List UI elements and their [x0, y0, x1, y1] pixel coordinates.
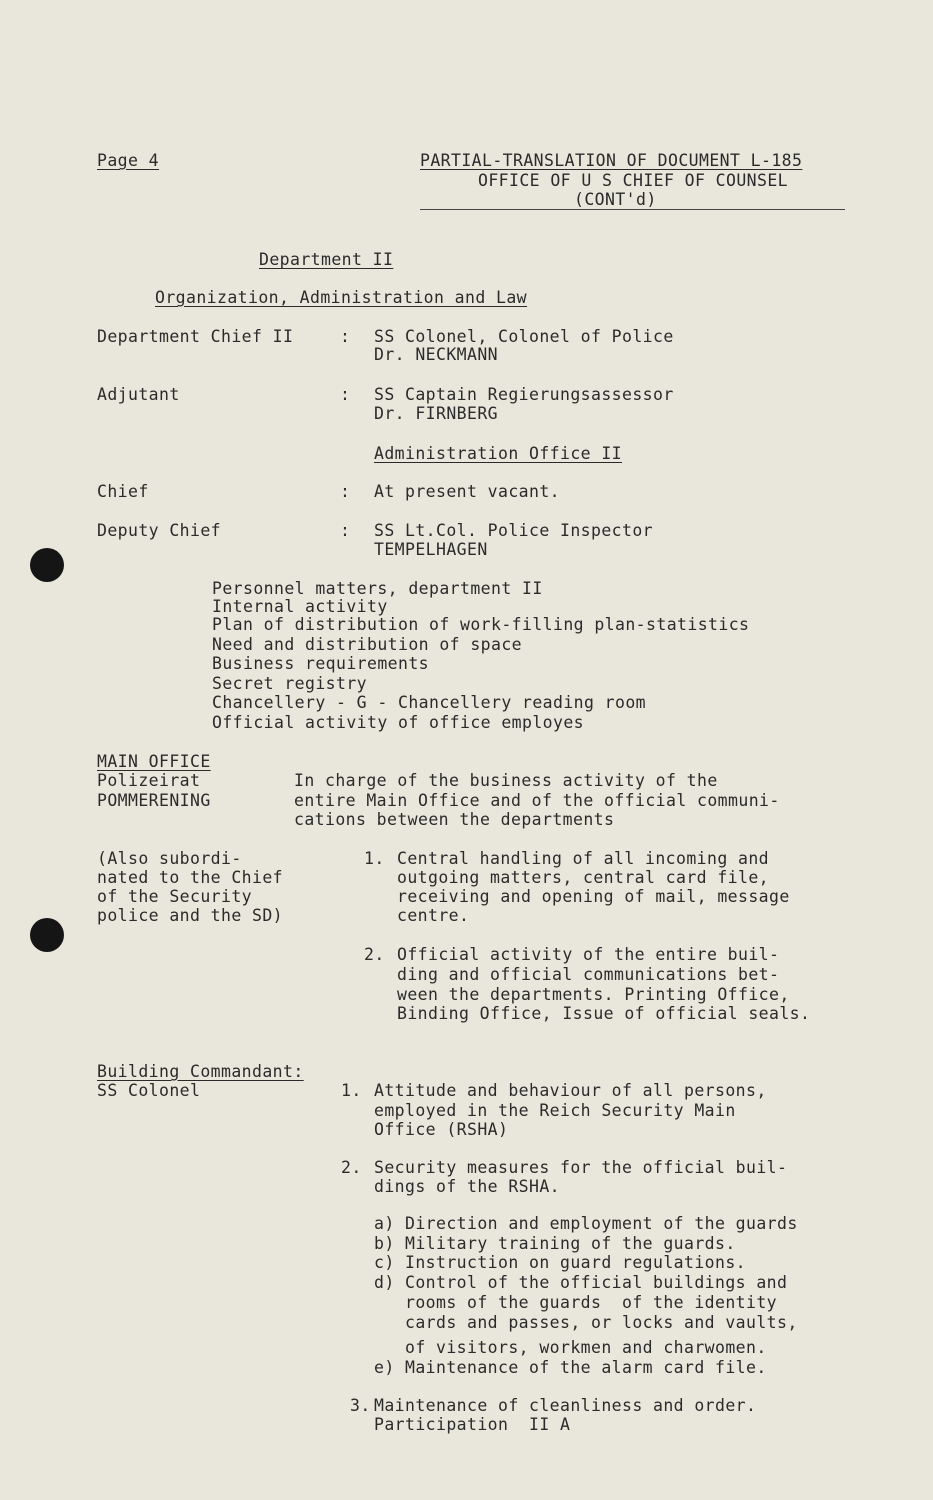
- department-subheading: Organization, Administration and Law: [155, 288, 528, 307]
- building-item3-line: Participation II A: [374, 1415, 571, 1434]
- row-sep: :: [340, 385, 351, 404]
- main-office-item1-line: Central handling of all incoming and: [397, 849, 770, 868]
- row-value-line1: SS Lt.Col. Police Inspector: [374, 521, 654, 540]
- main-office-desc-line: entire Main Office and of the official communi-: [294, 791, 780, 810]
- main-office-item2-line: ween the departments. Printing Office,: [397, 985, 790, 1004]
- building-item1-line: Office (RSHA): [374, 1120, 509, 1139]
- building-item1-line: employed in the Reich Security Main: [374, 1101, 736, 1120]
- row-label-deputy-chief: Deputy Chief: [97, 521, 222, 540]
- punch-hole-bottom: [30, 918, 64, 952]
- page-label: Page 4: [97, 151, 160, 170]
- row-value-line1: At present vacant.: [374, 482, 561, 501]
- main-office-item-number: 2.: [364, 945, 385, 964]
- main-office-item1-line: receiving and opening of mail, message: [397, 887, 790, 906]
- row-sep: :: [340, 482, 351, 501]
- row-label-chief: Chief: [97, 482, 149, 501]
- row-sep: :: [340, 521, 351, 540]
- building-item-number: 2.: [341, 1158, 362, 1177]
- duty-item: Secret registry: [212, 674, 368, 693]
- building-item2-line: dings of the RSHA.: [374, 1177, 561, 1196]
- building-item-number: 1.: [341, 1081, 362, 1100]
- main-office-item2-line: Official activity of the entire buil-: [397, 945, 780, 964]
- building-subitem: rooms of the guards of the identity: [374, 1293, 778, 1312]
- building-item2-line: Security measures for the official buil-: [374, 1158, 788, 1177]
- building-commandant-heading: Building Commandant:: [97, 1062, 304, 1081]
- building-item-number: 3.: [350, 1396, 371, 1415]
- building-item1-line: Attitude and behaviour of all persons,: [374, 1081, 767, 1100]
- main-office-item1-line: centre.: [397, 906, 470, 925]
- main-office-item2-line: Binding Office, Issue of official seals.: [397, 1004, 811, 1023]
- row-label-department-chief: Department Chief II: [97, 327, 294, 346]
- building-subitem: b) Military training of the guards.: [374, 1234, 736, 1253]
- admin-office-heading: Administration Office II: [374, 444, 623, 463]
- main-office-desc-line: In charge of the business activity of the: [294, 771, 718, 790]
- duty-item: Official activity of office employes: [212, 713, 585, 732]
- header-title-line2: OFFICE OF U S CHIEF OF COUNSEL: [478, 171, 789, 190]
- duty-item: Business requirements: [212, 654, 430, 673]
- building-item3-line: Maintenance of cleanliness and order.: [374, 1396, 757, 1415]
- header-title-line3: (CONT'd): [574, 190, 657, 209]
- main-office-person-line2: POMMERENING: [97, 791, 211, 810]
- building-subitem: c) Instruction on guard regulations.: [374, 1253, 747, 1272]
- department-heading: Department II: [259, 250, 394, 269]
- main-office-note-line: (Also subordi-: [97, 849, 242, 868]
- row-value-line1: SS Colonel, Colonel of Police: [374, 327, 674, 346]
- header-title-line1: PARTIAL-TRANSLATION OF DOCUMENT L-185: [420, 151, 803, 170]
- building-subitem: a) Direction and employment of the guards: [374, 1214, 798, 1233]
- row-value-line1: SS Captain Regierungsassessor: [374, 385, 674, 404]
- duty-item: Personnel matters, department II: [212, 579, 543, 598]
- duty-item: Plan of distribution of work-filling plan-statistics: [212, 615, 750, 634]
- duty-item: Chancellery - G - Chancellery reading room: [212, 693, 647, 712]
- main-office-item1-line: outgoing matters, central card file,: [397, 868, 770, 887]
- row-value-line2: Dr. FIRNBERG: [374, 404, 499, 423]
- duty-item: Internal activity: [212, 597, 388, 616]
- row-label-adjutant: Adjutant: [97, 385, 180, 404]
- main-office-item2-line: ding and official communications bet-: [397, 965, 780, 984]
- building-subitem: e) Maintenance of the alarm card file.: [374, 1358, 767, 1377]
- building-subitem: of visitors, workmen and charwomen.: [374, 1338, 767, 1357]
- main-office-note-line: police and the SD): [97, 906, 284, 925]
- header-rule: [420, 209, 845, 210]
- main-office-desc-line: cations between the departments: [294, 810, 615, 829]
- main-office-note-line: of the Security: [97, 887, 253, 906]
- row-value-line2: TEMPELHAGEN: [374, 540, 488, 559]
- main-office-person-line1: Polizeirat: [97, 771, 201, 790]
- building-subitem: d) Control of the official buildings and: [374, 1273, 788, 1292]
- building-subitem: cards and passes, or locks and vaults,: [374, 1313, 798, 1332]
- row-value-line2: Dr. NECKMANN: [374, 345, 499, 364]
- row-sep: :: [340, 327, 351, 346]
- building-commandant-rank: SS Colonel: [97, 1081, 201, 1100]
- duty-item: Need and distribution of space: [212, 635, 523, 654]
- punch-hole-top: [30, 548, 64, 582]
- main-office-note-line: nated to the Chief: [97, 868, 284, 887]
- main-office-heading: MAIN OFFICE: [97, 752, 211, 771]
- main-office-item-number: 1.: [364, 849, 385, 868]
